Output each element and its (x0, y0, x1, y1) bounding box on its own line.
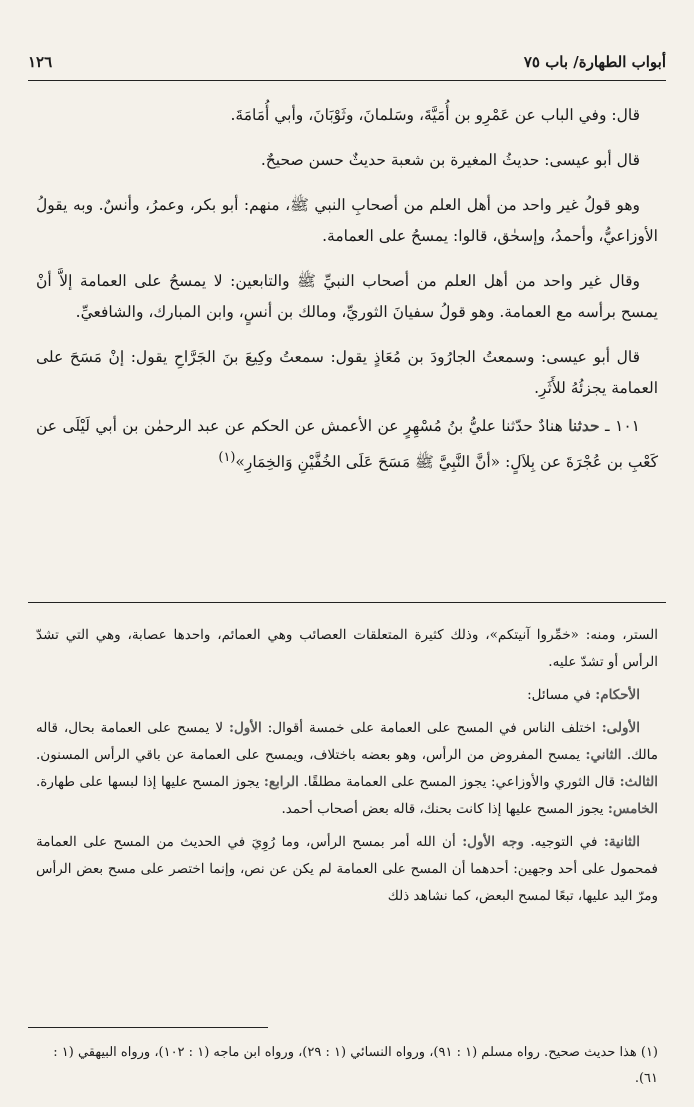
chapter-title: أبواب الطهارة/ باب ٧٥ (523, 53, 666, 71)
paragraph: وهو قولُ غير واحد من أهل العلم من أصحابِ النبي ﷺ، منهم: أبو بكر، وعمرُ، وأنسٌ. وبه يقولُ الأوزاعيُّ، وأحمدُ، وإسحٰق، قالوا: يمسحُ على العمامة. (36, 196, 658, 245)
note-text: يمسح المفروض من الرأس، وهو بعضه باختلاف، ويمسح على العمامة عن باقي الرأس المسنون. (36, 747, 581, 763)
note-text: قال الثوري والأوزاعي: يجوز المسح على العمامة مطلقًا. (303, 774, 616, 790)
note-paragraph: الستر، ومنه: «خمِّروا آنيتكم»، وذلك كثيرة المتعلقات العصائب وهي العمائم، واحدها عصابة، وهي التي تشدّ الرأس أو تشدّ عليه. (36, 627, 658, 670)
note-paragraph (36, 829, 658, 910)
paragraph: وقال غير واحد من أهل العلم من أصحاب النبيِّ ﷺ والتابعين: لا يمسحُ على العمامة إلاَّ أنْ يمسح برأسه مع العمامة. وهو قولُ سفيانَ الثوريِّ، ومالك بن أنسٍ، وابن المبارك، والشافعيِّ. (36, 272, 658, 321)
note-label: الثالث: (619, 774, 658, 790)
hadith-keyword: حدثنا (568, 416, 600, 435)
hadith-number: ١٠١ ـ (605, 417, 640, 435)
note-text: في مسائل: (527, 687, 591, 703)
footnote-ref: (١) (218, 450, 236, 465)
running-header (28, 48, 666, 76)
hadith-paragraph (36, 410, 658, 478)
note-text: اختلف الناس في المسح على العمامة على خمسة أقوال: (267, 720, 596, 736)
notes-separator (28, 602, 666, 603)
footnote-rule (28, 1027, 268, 1028)
note-label: وجه الأول: (462, 834, 524, 850)
footnote: (١) هذا حديث صحيح. رواه مسلم (١ : ٩١)، ورواه النسائي (١ : ٢٩)، ورواه ابن ماجه (١ : ١٠٢)، ورواه البيهقي (١ : ٦١). (53, 1045, 658, 1086)
note-text: يجوز المسح عليها إذا لبسها على طهارة. (36, 774, 260, 790)
page-number: ١٢٦ (28, 53, 53, 71)
note-paragraph (36, 682, 658, 709)
note-label: الثاني: (585, 747, 622, 763)
header-rule (28, 80, 666, 81)
paragraph: قال: وفي الباب عن عَمْرِو بن أُمَيَّةَ، وسَلمانَ، وثَوْبَانَ، وأبي أُمَامَةَ. (230, 106, 640, 124)
note-label: الأول: (229, 720, 262, 736)
note-text: لا يمسح على العمامة بحال، قاله مالك. (36, 720, 659, 763)
note-text: في التوجيه. (530, 834, 598, 850)
note-label: الرابع: (263, 774, 299, 790)
note-text: يجوز المسح عليها إذا كانت بحنك، قاله بعض أصحاب أحمد. (281, 801, 604, 817)
note-label: الأولى: (601, 720, 641, 736)
paragraph: قال أبو عيسى: حديثُ المغيرة بن شعبة حديثٌ حسن صحيحٌ. (260, 151, 640, 169)
note-label: الثانية: (603, 834, 640, 850)
commentary (36, 622, 658, 916)
note-label: الأحكام: (595, 687, 640, 703)
note-text: أن الله أمر بمسح الرأس، وما رُوِيَ في الحديث من المسح على العمامة فمحمول على أحد وجهين: أحدهما أن المسح على العمامة لم يكن عن نص، وإنما اختصر على مسح بعض الرأس ومرّ اليد عليها، تبعًا لمسح البعض، كما نشاهد ذلك (36, 834, 658, 904)
main-text (36, 100, 658, 492)
book-page (28, 0, 666, 1107)
paragraph: قال أبو عيسى: وسمعتُ الجارُودَ بن مُعَاذٍ يقول: سمعتُ وكِيعَ بنَ الجَرَّاحِ يقول: إنْ مَسَحَ على العمامة يجزئُهُ للأَثَرِ. (36, 348, 658, 397)
note-paragraph (36, 715, 658, 823)
hadith-text: هنادٌ حدّثنا عليُّ بنُ مُسْهِرٍ عن الأعمش عن الحكم عن عبد الرحمٰن بن أبي لَيْلَى عن كَعْبِ بن عُجْرَةَ عن بِلاَلٍ: «أنَّ النَّبِيَّ ﷺ مَسَحَ عَلَى الخُفَّيْنِ وَالخِمَارِ» (36, 417, 658, 472)
note-label: الخامس: (607, 801, 658, 817)
